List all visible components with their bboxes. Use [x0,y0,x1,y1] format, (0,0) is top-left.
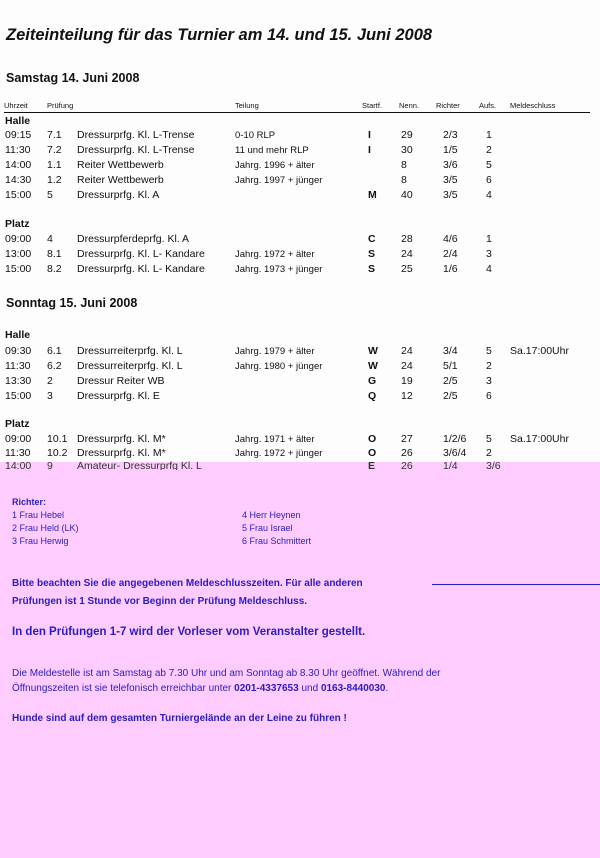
table-row [0,360,600,375]
cell-richter: 2/4 [443,248,458,260]
cell-pruefung: Dressurprfg. Kl. L- Kandare [77,248,205,260]
cell-nr: 10.1 [47,433,68,445]
richter-item: 4 Herr Heynen [242,510,301,520]
cell-pruefung: Reiter Wettbewerb [77,159,164,171]
table-row [0,144,600,159]
header-teilung: Teilung [235,101,259,110]
cell-startf: O [368,447,377,459]
note-meldeschluss-line1: Bitte beachten Sie die angegebenen Meldeschlusszeiten. Für alle anderen [12,578,363,589]
cell-pruefung: Dressur Reiter WB [77,375,165,387]
cell-nenn: 30 [401,144,413,156]
divider-line [432,584,600,585]
cell-aufs: 4 [486,263,492,275]
table-row [0,233,600,248]
richter-item: 5 Frau Israel [242,523,293,533]
cell-nenn: 8 [401,174,407,186]
note-period: . [385,683,389,694]
cell-aufs: 2 [486,447,492,459]
cell-nr: 6.2 [47,360,62,372]
cell-aufs: 4 [486,189,492,201]
cell-teilung: Jahrg. 1973 + jünger [235,264,323,275]
cell-richter: 3/5 [443,189,458,201]
cell-pruefung: Dressurprfg. Kl. A [77,189,160,201]
cell-pruefung: Dressurprfg. Kl. L- Kandare [77,263,205,275]
cell-pruefung: Dressurreiterprfg. Kl. L [77,345,183,357]
cell-aufs: 3 [486,375,492,387]
cell-nenn: 26 [401,460,413,470]
cell-aufs: 6 [486,174,492,186]
cell-nr: 6.1 [47,345,62,357]
cell-zeit: 11:30 [5,447,31,459]
cell-aufs: 3 [486,248,492,260]
cell-nr: 5 [47,189,53,201]
cell-nr: 7.1 [47,129,62,141]
header-pruefung: Prüfung [47,101,74,110]
header-zeit: Uhrzeit [4,101,28,110]
cell-pruefung: Dressurreiterprfg. Kl. L [77,360,183,372]
cell-nr: 3 [47,390,53,402]
cell-nenn: 27 [401,433,413,445]
cell-zeit: 13:00 [5,248,32,260]
cell-richter: 3/6/4 [443,447,467,459]
cell-nr: 8.1 [47,248,62,260]
cell-aufs: 5 [486,433,492,445]
richter-heading: Richter: [12,497,47,507]
note-meldestelle-line1: Die Meldestelle ist am Samstag ab 7.30 Uhr und am Sonntag ab 8.30 Uhr geöffnet. Während der [12,668,441,679]
notes-area [0,462,600,858]
cell-nr: 2 [47,375,53,387]
table-header [4,100,590,113]
section-halle-sun: Halle [5,329,31,341]
note-vorleser: In den Prüfungen 1-7 wird der Vorleser vom Veranstalter gestellt. [12,626,366,638]
cell-teilung: Jahrg. 1996 + älter [235,160,315,171]
day-title-sunday: Sonntag 15. Juni 2008 [6,296,138,310]
cell-nenn: 24 [401,248,413,260]
cell-richter: 1/6 [443,263,458,275]
section-platz-sat: Platz [5,218,30,230]
cell-aufs: 5 [486,159,492,171]
cell-aufs: 6 [486,390,492,402]
note-und: und [298,683,321,694]
cell-nenn: 8 [401,159,407,171]
cell-richter: 2/3 [443,129,458,141]
table-row [0,390,600,405]
table-row [0,248,600,263]
table-row [0,174,600,189]
table-row [0,375,600,390]
richter-item: 6 Frau Schmittert [242,536,312,546]
cell-pruefung: Reiter Wettbewerb [77,174,164,186]
cell-zeit: 15:00 [5,390,32,402]
table-row [0,263,600,278]
table-row [0,433,600,448]
cell-pruefung: Dressurprfg. Kl. M* [77,433,166,445]
cell-zeit: 09:00 [5,433,32,445]
cell-aufs: 3/6 [486,460,501,470]
cell-startf: E [368,460,376,470]
cell-zeit: 11:30 [5,360,31,372]
cell-nr: 9 [47,460,53,470]
cell-richter: 3/5 [443,174,458,186]
note-meldeschluss-line2: Prüfungen ist 1 Stunde vor Beginn der Prüfung Meldeschluss. [12,596,308,607]
richter-item: 2 Frau Held (LK) [12,523,79,533]
cell-teilung: Jahrg. 1980 + jünger [235,361,323,372]
cell-zeit: 09:15 [5,129,32,141]
cell-startf: M [368,189,377,201]
table-row [0,189,600,204]
cell-zeit: 14:00 [5,159,32,171]
header-meldeschluss: Meldeschluss [510,101,556,110]
cell-teilung: Jahrg. 1972 + älter [235,249,315,260]
cell-richter: 1/2/6 [443,433,467,445]
cell-teilung: Jahrg. 1979 + älter [235,346,315,357]
cell-nenn: 24 [401,345,413,357]
note-hunde: Hunde sind auf dem gesamten Turniergelände an der Leine zu führen ! [12,713,347,724]
cell-teilung: Jahrg. 1972 + jünger [235,448,323,459]
cell-nenn: 12 [401,390,413,402]
cell-pruefung: Dressurprfg. Kl. E [77,390,160,402]
cell-richter: 2/5 [443,375,458,387]
cell-aufs: 5 [486,345,492,357]
cell-richter: 2/5 [443,390,458,402]
cell-nenn: 24 [401,360,413,372]
cell-nenn: 19 [401,375,413,387]
header-startf: Startf. [362,101,383,110]
richter-item: 1 Frau Hebel [12,510,65,520]
cell-nenn: 26 [401,447,413,459]
cell-startf: I [368,144,371,156]
note-meldestelle-line2 [12,683,388,694]
cell-teilung: Jahrg. 1971 + älter [235,434,315,445]
table-row [0,345,600,360]
cell-pruefung: Dressurpferdeprfg. Kl. A [77,233,190,245]
cell-zeit: 14:00 [5,460,32,470]
cell-nr: 10.2 [47,447,68,459]
cell-richter: 1/4 [443,460,458,470]
cell-richter: 5/1 [443,360,458,372]
cell-meldeschluss: Sa.17:00Uhr [510,345,569,357]
cell-pruefung: Dressurprfg. Kl. L-Trense [77,129,195,141]
cell-nenn: 28 [401,233,413,245]
cell-zeit: 15:00 [5,263,32,275]
note-meldestelle-text: Öffnungszeiten ist sie telefonisch erreichbar unter [12,683,235,694]
table-row-cut [0,460,600,470]
cell-zeit: 11:30 [5,144,31,156]
cell-startf: O [368,433,377,445]
cell-aufs: 2 [486,360,492,372]
cell-nr: 7.2 [47,144,62,156]
cell-zeit: 14:30 [5,174,32,186]
cell-teilung: 11 und mehr RLP [235,145,309,156]
cell-startf: W [368,345,378,357]
header-aufs: Aufs. [479,101,497,110]
cell-pruefung: Dressurprfg. Kl. M* [77,447,166,459]
cell-nr: 4 [47,233,53,245]
cell-aufs: 1 [486,129,492,141]
cell-zeit: 13:30 [5,375,32,387]
cell-pruefung: Amateur- Dressurprfg Kl. L [77,460,202,470]
cell-richter: 3/6 [443,159,458,171]
page-title: Zeiteinteilung für das Turnier am 14. und 15. Juni 2008 [6,26,433,44]
cell-startf: S [368,263,376,275]
cell-startf: S [368,248,376,260]
table-row [0,129,600,144]
cell-startf: W [368,360,378,372]
cell-zeit: 09:00 [5,233,32,245]
cell-teilung: Jahrg. 1997 + jünger [235,175,323,186]
cell-startf: G [368,375,377,387]
cell-nenn: 40 [401,189,413,201]
header-nenn: Nenn. [399,101,420,110]
cell-startf: I [368,129,371,141]
cell-startf: C [368,233,376,245]
table-row [0,159,600,174]
cell-zeit: 09:30 [5,345,32,357]
phone-number-2: 0163-8440030 [320,683,386,694]
cell-zeit: 15:00 [5,189,32,201]
cell-richter: 3/4 [443,345,458,357]
header-richter: Richter [436,101,460,110]
cell-aufs: 2 [486,144,492,156]
cell-richter: 4/6 [443,233,458,245]
cell-meldeschluss: Sa.17:00Uhr [510,433,569,445]
section-platz-sun: Platz [5,418,30,430]
cell-richter: 1/5 [443,144,458,156]
cell-nenn: 25 [401,263,413,275]
cell-startf: Q [368,390,377,402]
richter-item: 3 Frau Herwig [12,536,69,546]
cell-nr: 8.2 [47,263,62,275]
cell-nenn: 29 [401,129,413,141]
cell-pruefung: Dressurprfg. Kl. L-Trense [77,144,195,156]
cell-nr: 1.1 [47,159,62,171]
cell-teilung: 0-10 RLP [235,130,276,141]
cell-nr: 1.2 [47,174,62,186]
cell-aufs: 1 [486,233,492,245]
day-title-saturday: Samstag 14. Juni 2008 [6,71,140,85]
section-halle-sat: Halle [5,115,31,127]
phone-number-1: 0201-4337653 [234,683,299,694]
